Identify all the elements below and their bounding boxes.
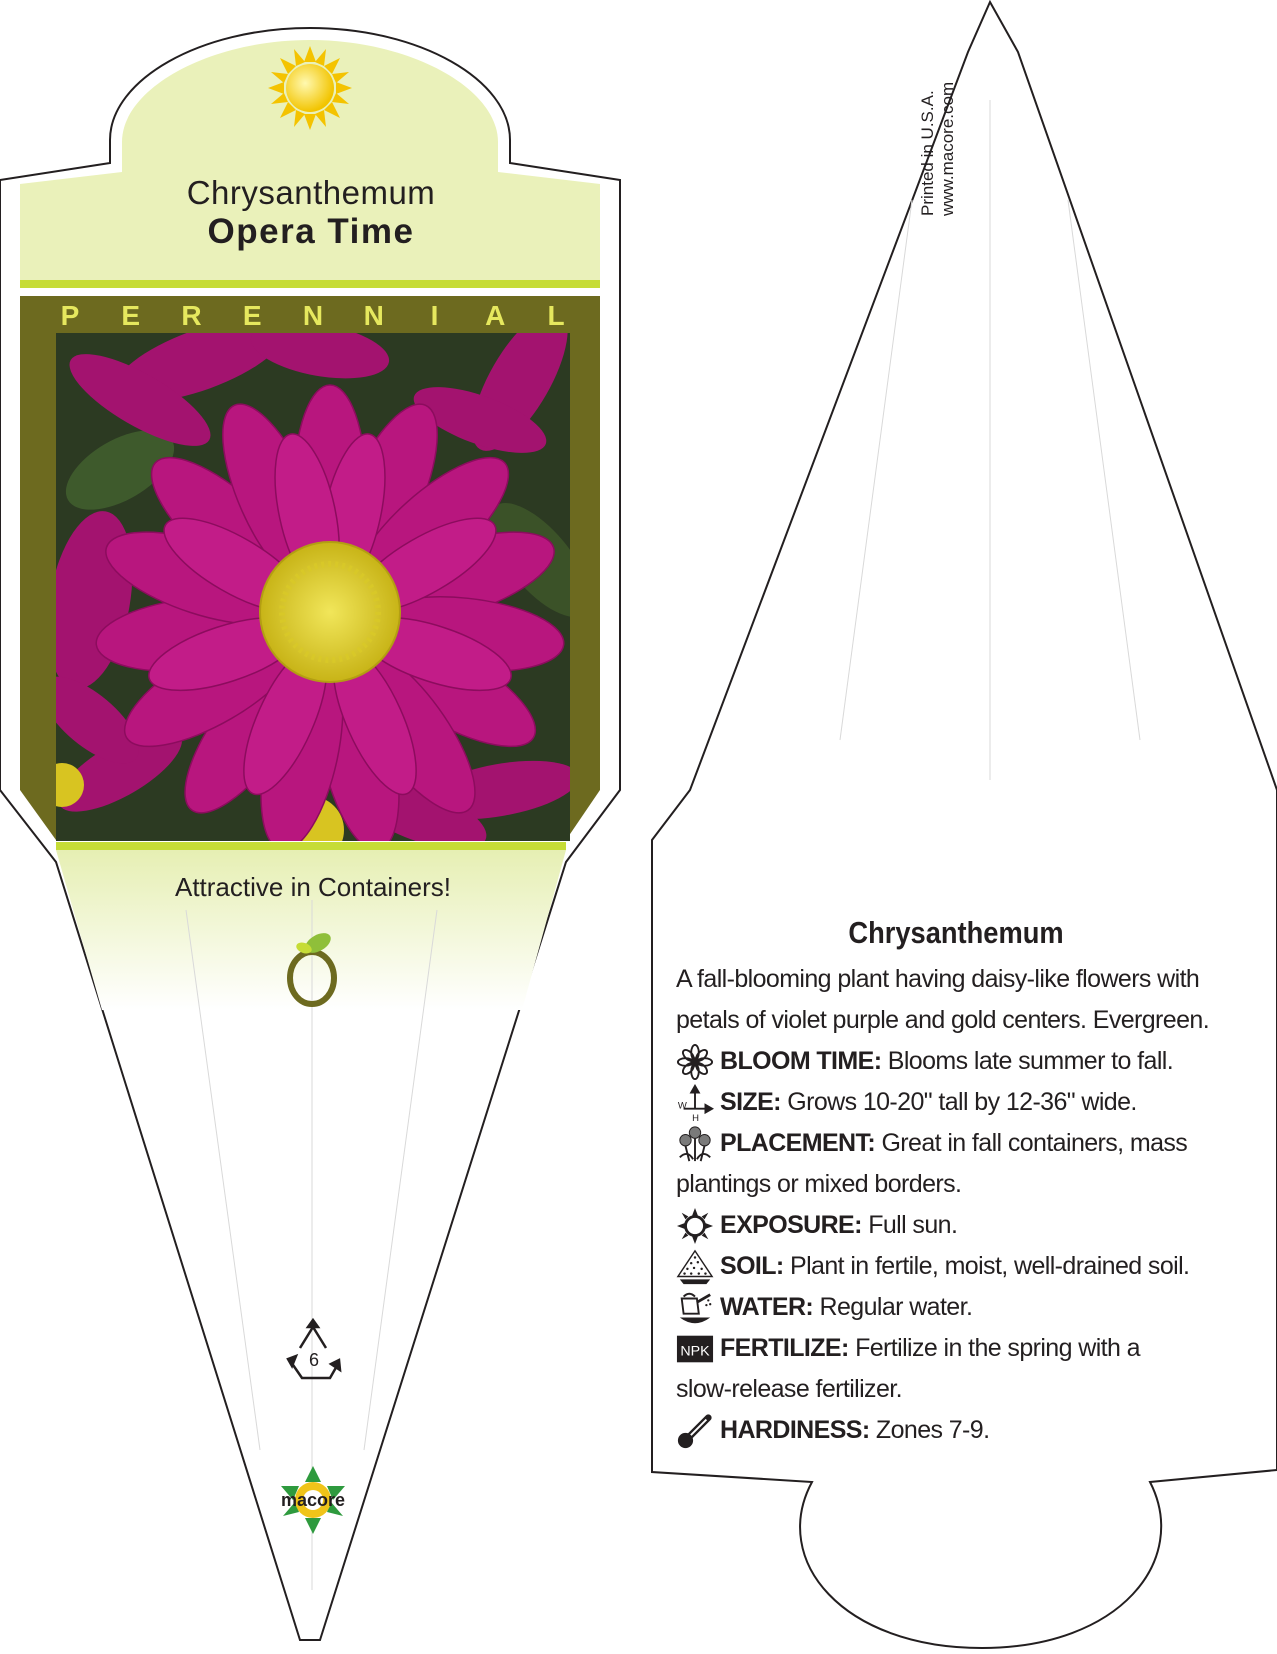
- bloom-time-row: [676, 1041, 1236, 1082]
- soil-icon: [676, 1248, 714, 1286]
- fertilize-block: [676, 1328, 1236, 1410]
- plant-variety-name: Opera Time: [207, 212, 415, 251]
- size-arrows-icon: [676, 1084, 714, 1122]
- water-row: [676, 1287, 1236, 1328]
- npk-icon: [676, 1330, 714, 1368]
- placement-label: PLACEMENT:: [720, 1129, 876, 1157]
- exposure-label: EXPOSURE:: [720, 1211, 862, 1239]
- front-title-underline: [20, 280, 600, 288]
- placement-row: [676, 1123, 1236, 1164]
- size-icon-width-letter: W: [677, 1100, 687, 1112]
- size-value: Grows 10-20" tall by 12-36" wide.: [780, 1088, 1137, 1116]
- category-letter: E: [121, 300, 141, 331]
- water-label: WATER:: [720, 1293, 814, 1321]
- size-row: [676, 1082, 1236, 1123]
- fertilize-label: FERTILIZE:: [720, 1334, 849, 1362]
- category-label: [58, 300, 568, 332]
- water-value: Regular water.: [813, 1293, 973, 1321]
- front-tagline: Attractive in Containers!: [174, 872, 451, 902]
- category-letter: R: [181, 300, 202, 331]
- bloom-time-value: Blooms late summer to fall.: [881, 1047, 1174, 1075]
- category-letter: E: [242, 300, 262, 331]
- plant-cluster-icon: [676, 1125, 714, 1163]
- plant-description: A fall-blooming plant having daisy-like flowers with petals of violet purple and gold centers. Evergreen.: [676, 965, 1210, 1034]
- exposure-value: Full sun.: [861, 1211, 958, 1239]
- hardiness-label: HARDINESS:: [720, 1416, 870, 1444]
- fertilize-continuation: slow-release fertilizer.: [676, 1375, 902, 1403]
- placement-continuation: plantings or mixed borders.: [676, 1170, 962, 1198]
- npk-icon-text: NPK: [680, 1343, 710, 1360]
- soil-label: SOIL:: [720, 1252, 784, 1280]
- size-icon-height-letter: H: [692, 1113, 700, 1122]
- fertilize-row: [676, 1328, 1236, 1369]
- category-letter: A: [485, 300, 506, 331]
- front-lower-underline: [56, 842, 566, 850]
- bloom-time-label: BLOOM TIME:: [720, 1047, 882, 1075]
- category-letter: P: [60, 300, 80, 331]
- size-label: SIZE:: [720, 1088, 781, 1116]
- brand-name: macore: [280, 1490, 346, 1510]
- soil-row: [676, 1246, 1236, 1287]
- category-letter: N: [363, 300, 384, 331]
- care-instructions: [676, 915, 1236, 1451]
- full-sun-icon: [268, 46, 352, 130]
- printed-info: [918, 82, 958, 216]
- flower-icon: [676, 1043, 714, 1081]
- category-letter: I: [430, 300, 439, 331]
- fertilize-value: Fertilize in the spring with a: [848, 1334, 1140, 1362]
- flower-photo: [27, 296, 608, 864]
- plant-common-name: Chrysanthemum: [186, 174, 436, 211]
- thermometer-icon: [676, 1412, 714, 1450]
- watering-can-icon: [676, 1289, 714, 1327]
- category-letter: L: [547, 300, 565, 331]
- sun-icon: [676, 1207, 714, 1245]
- printed-website: www.macore.com: [938, 81, 957, 216]
- recycle-code: 6: [308, 1350, 319, 1370]
- back-title: Chrysanthemum: [848, 915, 1064, 950]
- hardiness-value: Zones 7-9.: [869, 1416, 990, 1444]
- printed-origin: Printed in U.S.A.: [918, 90, 937, 216]
- category-letter: N: [302, 300, 324, 331]
- soil-value: Plant in fertile, moist, well-drained soil.: [783, 1252, 1190, 1280]
- placement-block: [676, 1123, 1236, 1205]
- exposure-row: [676, 1205, 1236, 1246]
- hardiness-row: [676, 1410, 1236, 1451]
- placement-value: Great in fall containers, mass: [875, 1129, 1188, 1157]
